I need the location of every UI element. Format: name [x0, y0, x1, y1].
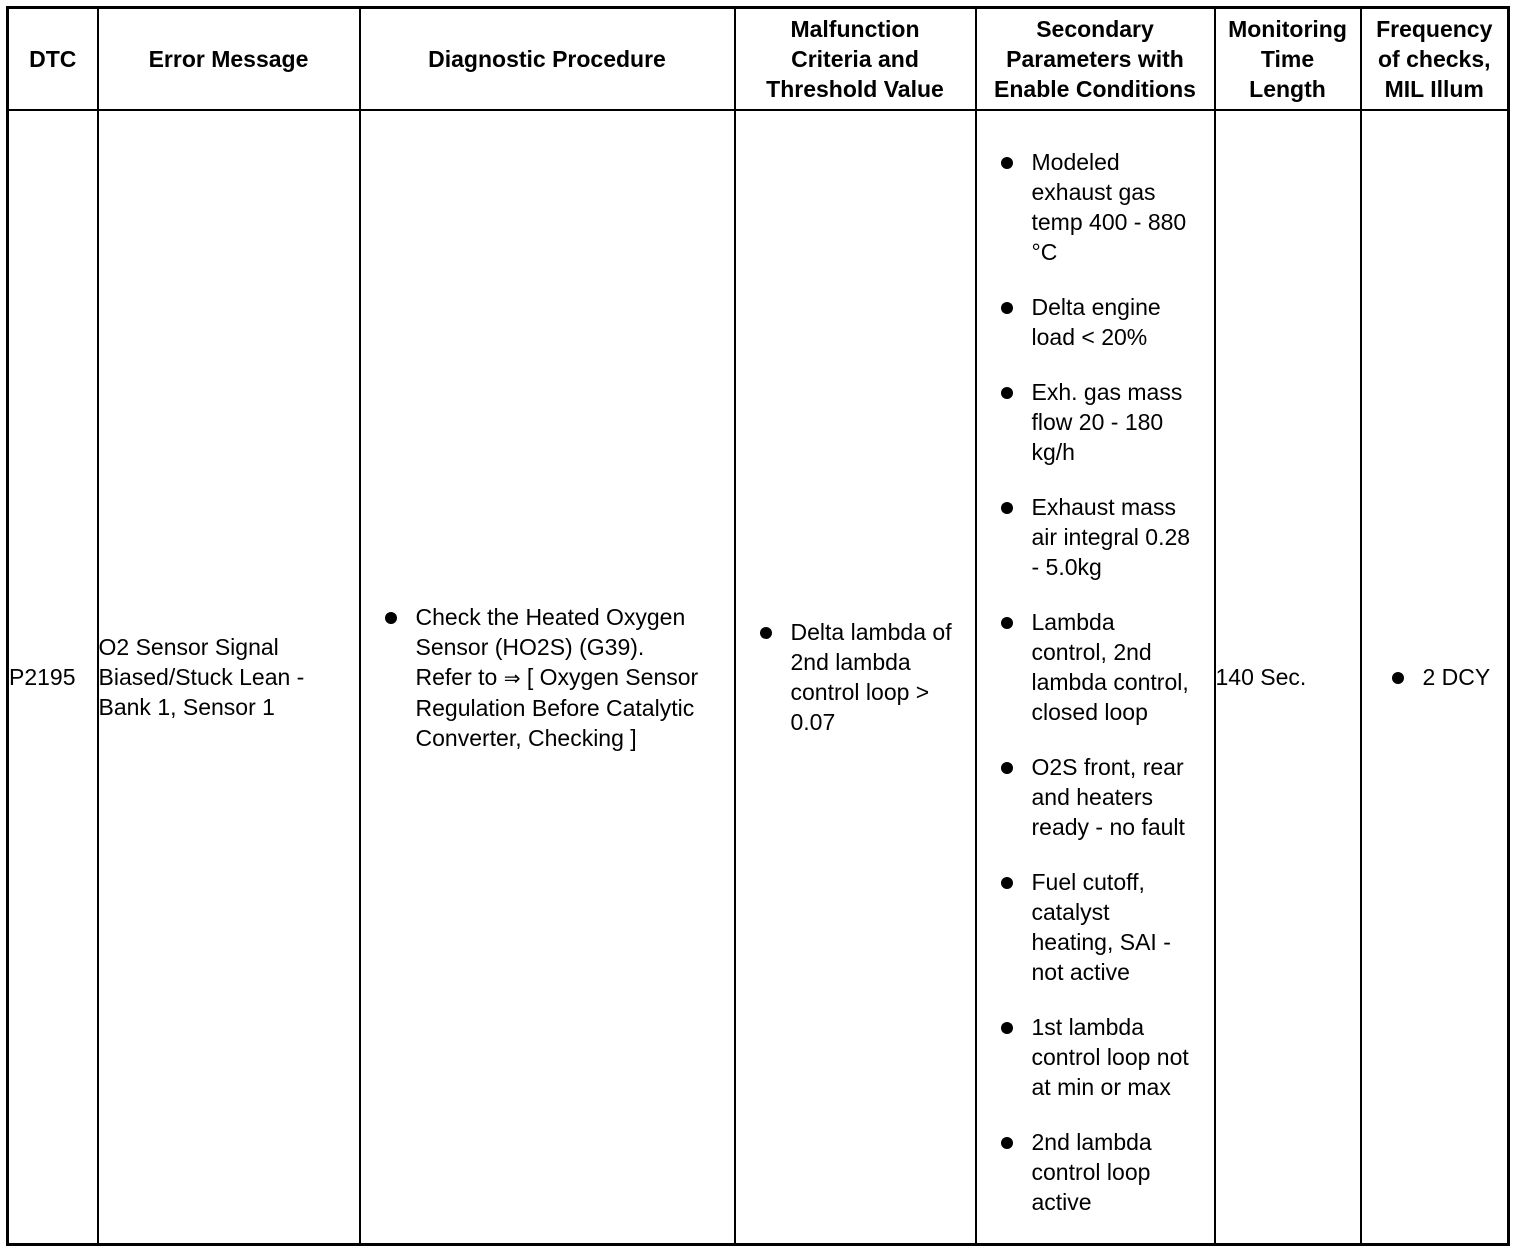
header-malfunction-criteria: Malfunction Criteria and Threshold Value — [735, 8, 976, 111]
cell-secondary-parameters — [976, 110, 1215, 1245]
header-secondary-parameters: Secondary Parameters with Enable Conditions — [976, 8, 1215, 111]
secondary-parameter-item: 1st lambda control loop not at min or max — [1032, 1012, 1206, 1102]
header-diagnostic-procedure: Diagnostic Procedure — [360, 8, 735, 111]
secondary-parameter-item: Exh. gas mass flow 20 - 180 kg/h — [1032, 377, 1206, 467]
cell-frequency — [1361, 110, 1509, 1245]
cell-error-message: O2 Sensor Signal Biased/Stuck Lean - Bank 1, Sensor 1 — [98, 110, 360, 1245]
malfunction-criteria-item: Delta lambda of 2nd lambda control loop > 0.07 — [791, 617, 969, 737]
secondary-parameter-item: Fuel cutoff, catalyst heating, SAI - not active — [1032, 867, 1206, 987]
header-error-message: Error Message — [98, 8, 360, 111]
secondary-parameter-item: Modeled exhaust gas temp 400 - 880 °C — [1032, 147, 1206, 267]
secondary-parameter-item: Delta engine load < 20% — [1032, 292, 1206, 352]
table-row — [8, 110, 1509, 1245]
header-dtc: DTC — [8, 8, 98, 111]
oxygen-sensor-link[interactable]: [ Oxygen Sensor Regulation Before Catalytic Converter, Checking ] — [415, 663, 699, 751]
cell-dtc-code: P2195 — [8, 110, 98, 1245]
diagnostic-procedure-item: Check the Heated Oxygen Sensor (HO2S) (G39). Refer to ⇒ [ Oxygen Sensor Regulation Before Catalytic Converter, Checking ] — [416, 602, 730, 753]
header-row — [8, 8, 1509, 111]
secondary-parameter-item: 2nd lambda control loop active — [1032, 1127, 1206, 1217]
secondary-parameter-item: Lambda control, 2nd lambda control, closed loop — [1032, 607, 1206, 727]
header-monitoring-time: Monitoring Time Length — [1215, 8, 1361, 111]
dtc-table — [6, 6, 1510, 1246]
secondary-parameter-item: Exhaust mass air integral 0.28 - 5.0kg — [1032, 492, 1206, 582]
secondary-parameter-item: O2S front, rear and heaters ready - no fault — [1032, 752, 1206, 842]
cell-diagnostic-procedure — [360, 110, 735, 1245]
header-frequency: Frequency of checks, MIL Illum — [1361, 8, 1509, 111]
cell-monitoring-time: 140 Sec. — [1215, 110, 1361, 1245]
cell-malfunction-criteria — [735, 110, 976, 1245]
right-double-arrow-icon: ⇒ — [503, 665, 521, 690]
frequency-item: 2 DCY — [1423, 662, 1508, 692]
